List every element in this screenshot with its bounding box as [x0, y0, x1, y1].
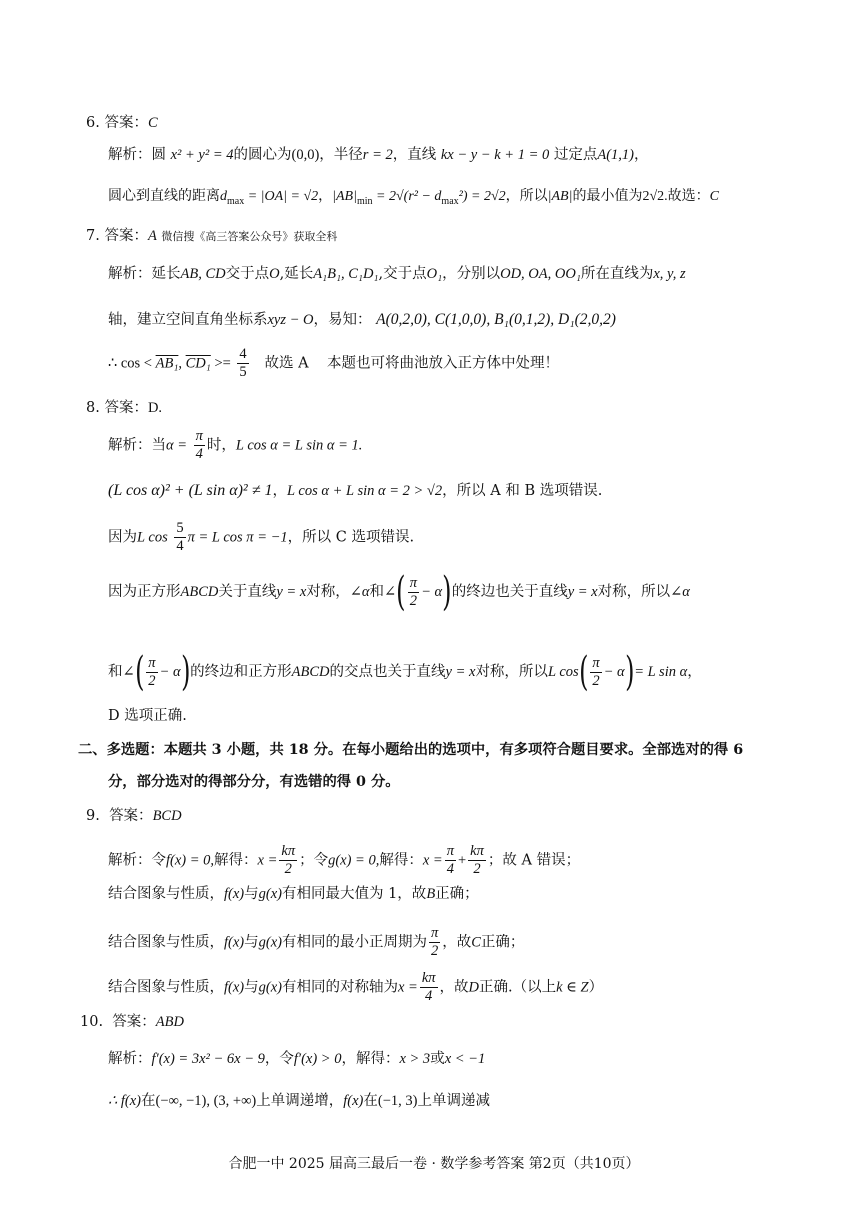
q6-analysis-line2	[108, 186, 719, 212]
formula: f(x)	[224, 886, 245, 902]
q9-analysis-line3	[108, 925, 524, 960]
text: 时，	[206, 437, 236, 454]
section-heading-line1: 二、多选题：本题共 3 小题，共 18 分。在每小题给出的选项中，有多项符合题目要求。全部选对的得 6	[78, 742, 744, 758]
text: 过定点	[553, 147, 598, 163]
denominator: 2	[284, 861, 292, 877]
text: ；故 A 错误；	[487, 852, 581, 869]
formula: x =	[422, 852, 443, 869]
text: 与	[244, 979, 259, 996]
formula: ²) = 2√2	[458, 189, 506, 204]
text: 结合图象与性质，	[108, 934, 224, 951]
text: ，令	[264, 1051, 294, 1067]
q10-number: 10.	[80, 1014, 104, 1030]
formula: x < −1	[444, 1051, 486, 1067]
q6-number: 6.	[86, 115, 100, 131]
formula: |AB|	[332, 189, 357, 204]
numerator: π	[446, 843, 454, 859]
text: 的终边和正方形	[190, 664, 292, 680]
text: 对称，所以	[475, 664, 548, 680]
formula: k ∈ Z	[556, 979, 589, 996]
text: 解析：令	[108, 852, 166, 869]
text: ，	[687, 664, 702, 680]
formula: − α	[603, 664, 625, 680]
formula: y = x	[567, 584, 598, 600]
answer-label: 答案：	[109, 808, 153, 824]
formula: 2√2.	[642, 189, 668, 204]
denominator: 4	[425, 988, 433, 1004]
formula: C	[471, 934, 481, 951]
formula: x > 3	[399, 1051, 431, 1067]
answer-label: 答案：	[104, 400, 148, 416]
formula: A(0,2,0), C(1,0,0), B₁(0,1,2), D₁(2,0,2)	[376, 311, 616, 328]
q6-analysis-line1	[108, 145, 648, 165]
denominator: 2	[473, 861, 481, 877]
fraction	[429, 925, 440, 960]
q7-answer-line	[86, 226, 337, 247]
formula: (0,0)	[291, 147, 320, 163]
formula: O	[269, 266, 280, 282]
text: ，所以 A 和 B 选项错误.	[442, 483, 603, 499]
text: 因为	[108, 529, 137, 546]
q6-answer-line	[86, 113, 158, 133]
denominator: 4	[176, 538, 184, 554]
text: 结合图象与性质，	[108, 979, 224, 996]
formula: kx − y − k + 1 = 0	[440, 147, 550, 163]
text: 的最小值为	[572, 188, 643, 204]
denominator: 4	[446, 861, 454, 877]
text: 对称，	[306, 584, 350, 600]
text: 与	[244, 886, 259, 902]
answer-label: 答案：	[104, 115, 148, 131]
q9-analysis-line4	[108, 970, 603, 1005]
formula: C	[709, 189, 719, 204]
formula: = |OA| = √2	[244, 189, 319, 204]
text: ，解得：	[341, 1051, 400, 1067]
text: 与	[244, 934, 259, 951]
formula: D	[468, 979, 480, 996]
formula: (−∞, −1), (3, +∞)	[155, 1093, 257, 1109]
formula: A(1,1)	[597, 147, 634, 163]
q8-answer: D.	[147, 400, 163, 416]
q7-number: 7.	[86, 228, 100, 244]
q8-analysis-line3	[108, 520, 414, 555]
formula: f′(x) > 0	[293, 1051, 342, 1067]
formula: f′(x) = 3x² − 6x − 9	[151, 1051, 265, 1067]
formula: − α	[159, 664, 181, 680]
text: ，故	[442, 934, 472, 951]
denominator: 2	[592, 672, 600, 689]
formula: ∠α	[349, 584, 370, 600]
numerator: π	[195, 428, 203, 444]
text: ，	[272, 483, 287, 499]
text: 解析：	[108, 1051, 152, 1067]
text: 对称，所以	[597, 584, 671, 600]
text: 有相同的最小正周期为	[281, 934, 427, 951]
watermark-note: 微信搜《高三答案公众号》获取全科	[161, 230, 338, 243]
formula: L cos	[547, 664, 579, 680]
formula: − α	[421, 584, 443, 600]
text: 和	[108, 664, 123, 680]
numerator: π	[592, 654, 600, 671]
fraction	[194, 428, 205, 463]
text: 本题也可将曲池放入正方体中处理！	[327, 355, 560, 372]
formula: |AB|	[547, 189, 573, 204]
q9-analysis-line1	[108, 843, 580, 878]
formula: d	[220, 189, 227, 204]
fraction	[146, 655, 157, 690]
page-footer: 合肥一中 2025 届高三最后一卷 · 数学参考答案 第2页（共10页）	[228, 1156, 640, 1172]
q8-conclusion: D 选项正确.	[108, 708, 187, 724]
text: ）	[588, 979, 604, 996]
q8-analysis-line4: 因为正方形ABCD关于直线y = x对称，∠α和∠( $\frac{\pi}{2}$ − α)的终边也关于直线y = x对称，所以∠α	[108, 569, 690, 615]
formula: π = L cos π = −1	[187, 529, 288, 546]
formula: ABCD	[180, 584, 219, 600]
text: 正确；	[480, 934, 525, 951]
text: ,交于点	[378, 266, 427, 282]
text: 在	[363, 1093, 378, 1109]
formula: g(x)	[258, 934, 282, 951]
text: 解析：延长	[108, 266, 181, 282]
text: 和	[369, 584, 385, 600]
text: 解析：当	[108, 437, 166, 454]
text: 圆	[151, 147, 166, 163]
subscript: max	[441, 195, 459, 207]
formula: L cos α = L sin α = 1.	[235, 437, 363, 454]
text: 的终边也关于直线	[451, 584, 568, 600]
text: 结合图象与性质，	[108, 886, 224, 902]
denominator: 2	[430, 943, 439, 959]
numerator: kπ	[421, 970, 436, 986]
q8-analysis-line2	[108, 481, 602, 501]
formula: α =	[166, 437, 188, 454]
text: ，所以 C 选项错误.	[287, 529, 415, 546]
text: 因为正方形	[108, 584, 181, 600]
numerator: kπ	[470, 843, 484, 859]
text: ，	[318, 188, 333, 204]
text: 在	[140, 1093, 156, 1109]
text: 有相同的对称轴为	[281, 979, 398, 996]
text: 正确；	[435, 886, 479, 902]
answer-label: 答案：	[112, 1014, 156, 1030]
denominator: 5	[239, 364, 247, 380]
q8-number: 8.	[86, 400, 100, 416]
text: ，	[633, 147, 649, 163]
text: ，易知：	[313, 312, 372, 328]
q8-analysis-line5: 和∠( $\frac{\pi}{2}$ − α)的终边和正方形ABCD的交点也关于直线y = x对称，所以L cos( $\frac{\pi}{2}$ − α)= L sin α，	[108, 649, 702, 695]
text: ,延长	[279, 266, 314, 282]
formula: (−1, 3)	[377, 1093, 418, 1109]
formula: A₁B₁, C₁D₁	[313, 266, 379, 282]
q10-answer-line	[80, 1012, 184, 1032]
formula: g(x) = 0,	[328, 852, 380, 869]
text: ，所以	[505, 188, 548, 204]
q9-answer-line	[86, 806, 182, 826]
fraction	[590, 655, 601, 690]
formula: f(x)	[224, 934, 245, 951]
formula: r = 2	[362, 147, 393, 163]
formula: x² + y² = 4	[170, 147, 234, 163]
text: ，直线	[392, 147, 437, 163]
numerator: π	[148, 654, 156, 671]
subscript: min	[356, 195, 373, 207]
text: 的交点也关于直线	[329, 664, 446, 680]
formula: ∴ f(x)	[108, 1093, 141, 1109]
fraction	[420, 970, 438, 1005]
text: 故选 A	[264, 355, 309, 372]
numerator: π	[409, 574, 418, 591]
q7-analysis-line3	[108, 346, 559, 381]
text: 或	[430, 1051, 445, 1067]
text: 故选：	[667, 188, 710, 204]
fraction	[174, 520, 185, 555]
formula: O₁	[426, 266, 443, 282]
text: ，故	[439, 979, 469, 996]
fraction	[237, 346, 248, 381]
text: 的圆心为	[233, 147, 292, 163]
formula: >=	[210, 355, 231, 372]
q7-analysis-line2	[108, 310, 616, 330]
formula: ∠	[122, 664, 135, 680]
formula: f(x)	[343, 1093, 364, 1109]
formula: ,	[178, 355, 186, 372]
formula: x =	[397, 979, 418, 996]
analysis-label: 解析：	[108, 147, 152, 163]
numerator: kπ	[281, 843, 296, 859]
formula: B	[426, 886, 436, 902]
q10-analysis-line2	[108, 1091, 490, 1111]
numerator: 4	[239, 346, 247, 362]
formula: ∠α	[670, 584, 690, 600]
subscript: max	[227, 195, 245, 207]
q9-answer: BCD	[152, 808, 182, 824]
q7-analysis-line1	[108, 264, 686, 284]
formula: +	[457, 852, 467, 869]
numerator: π	[430, 925, 439, 941]
text: ，半径	[319, 147, 363, 163]
section-heading-line2: 分，部分选对的得部分分，有选错的得 0 分。	[108, 774, 400, 790]
text: 交于点	[225, 266, 270, 282]
text: 上单调递增，	[256, 1093, 344, 1109]
formula: y = x	[445, 664, 476, 680]
text: 轴，建立空间直角坐标系	[108, 312, 268, 328]
formula: L cos	[137, 529, 168, 546]
vector: AB₁	[155, 355, 179, 372]
formula: (L cos α)² + (L sin α)² ≠ 1	[108, 482, 273, 499]
formula: x =	[257, 852, 278, 869]
fraction	[468, 843, 486, 878]
fraction	[445, 843, 456, 878]
text: 解得：	[214, 852, 258, 869]
formula: OD, OA, OO₁	[500, 266, 581, 282]
formula: ∴ cos <	[108, 355, 156, 372]
text: ，分别以	[442, 266, 501, 282]
answer-label: 答案：	[104, 228, 148, 244]
fraction	[408, 575, 419, 610]
text: 所在直线为	[580, 266, 654, 282]
formula: f(x) = 0,	[166, 852, 215, 869]
q9-analysis-line2	[108, 884, 479, 904]
text: 正确.（以上	[479, 979, 557, 996]
text: 有相同最大值为 1，故	[281, 886, 427, 902]
text: 上单调递减	[417, 1093, 490, 1109]
formula: x, y, z	[653, 266, 686, 282]
formula: f(x)	[224, 979, 245, 996]
formula: = 2√(r² − d	[372, 189, 442, 204]
q10-answer: ABD	[155, 1014, 184, 1030]
denominator: 2	[148, 672, 156, 689]
fraction	[279, 843, 297, 878]
q6-answer: C	[147, 115, 158, 131]
formula: g(x)	[258, 979, 282, 996]
formula: g(x)	[258, 886, 282, 902]
text: 圆心到直线的距离	[108, 188, 220, 204]
text: 解得：	[379, 852, 423, 869]
denominator: 2	[409, 592, 418, 609]
vector: CD₁	[185, 355, 211, 372]
formula: xyz − O	[267, 312, 314, 328]
denominator: 4	[195, 446, 203, 462]
q9-number: 9.	[86, 808, 100, 824]
formula: ∠	[384, 584, 397, 600]
text: 关于直线	[218, 584, 277, 600]
text: ；令	[299, 852, 329, 869]
numerator: 5	[176, 520, 184, 536]
formula: ABCD	[291, 664, 330, 680]
formula: y = x	[276, 584, 307, 600]
q10-analysis-line1	[108, 1049, 485, 1069]
formula: = L sin α	[634, 664, 688, 680]
q7-answer: A	[147, 228, 157, 244]
formula: L cos α + L sin α = 2 > √2	[287, 483, 443, 499]
q8-answer-line	[86, 398, 162, 418]
q8-analysis-line1	[108, 428, 362, 463]
formula: AB, CD	[180, 266, 226, 282]
